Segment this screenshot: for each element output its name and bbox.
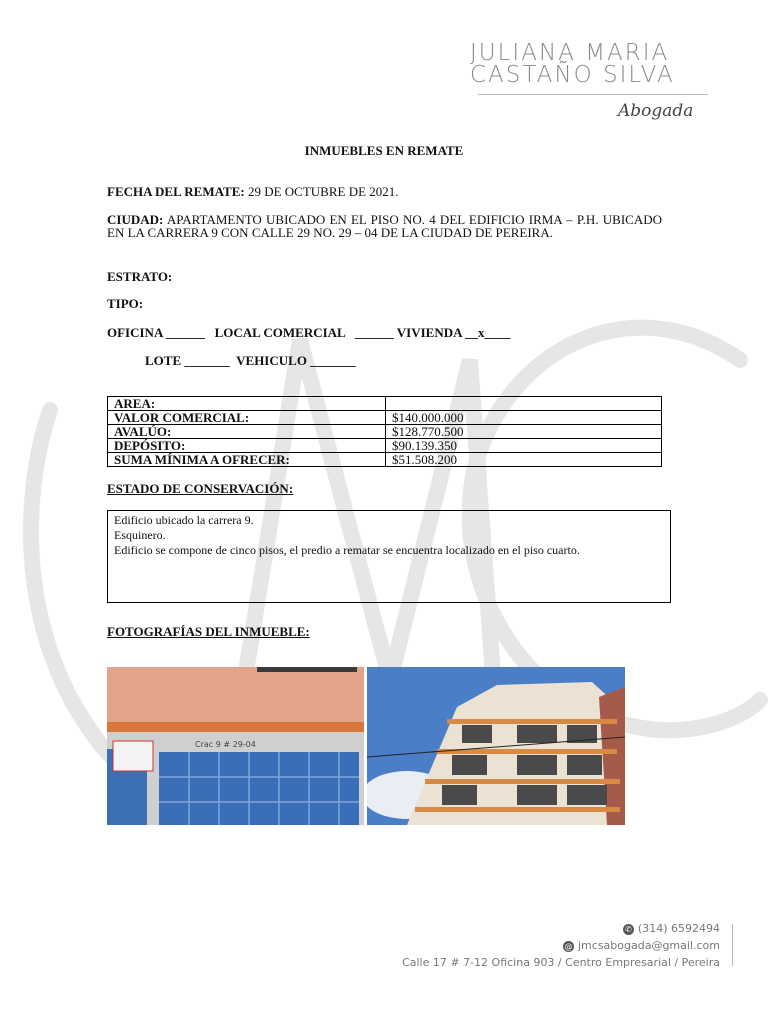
photo-building [367, 667, 625, 825]
table-label: DEPÓSITO: [108, 439, 386, 453]
table-row [108, 425, 662, 439]
footer-address: Calle 17 # 7-12 Oficina 903 / Centro Empresarial / Pereira [402, 956, 720, 969]
estado-line: Edificio ubicado la carrera 9. [114, 513, 254, 527]
fecha-value: 29 DE OCTUBRE DE 2021. [244, 184, 399, 199]
tipo-options-row1: OFICINA ______ LOCAL COMERCIAL ______ VIVIENDA __x____ [107, 325, 511, 340]
table-value: $128.770.500 [386, 425, 662, 439]
footer-email: jmcsabogada@gmail.com [578, 939, 720, 952]
tipo-options-row2: LOTE _______ VEHICULO _______ [145, 353, 356, 368]
footer-divider [732, 924, 733, 966]
table-value [386, 397, 662, 411]
footer-contact [390, 922, 720, 973]
table-label: SUMA MÍNIMA A OFRECER: [108, 453, 386, 467]
estado-heading: ESTADO DE CONSERVACIÓN: [107, 481, 294, 496]
fecha-paragraph [107, 185, 662, 198]
photo-facade-image [107, 667, 364, 825]
table-value: $51.508.200 [386, 453, 662, 467]
table-label: VALOR COMERCIAL: [108, 411, 386, 425]
estrato-label: ESTRATO: [107, 269, 173, 284]
phone-icon: ✆ [623, 924, 634, 935]
fotos-heading: FOTOGRAFÍAS DEL INMUEBLE: [107, 624, 310, 639]
tipo-label: TIPO: [107, 296, 144, 311]
brand-divider [478, 94, 708, 95]
table-label: AVALÚO: [108, 425, 386, 439]
document-title: INMUEBLES EN REMATE [304, 143, 464, 158]
table-value: $140.000.000 [386, 411, 662, 425]
estado-line: Esquinero. [114, 528, 166, 542]
table-row [108, 439, 662, 453]
estado-line: Edificio se compone de cinco pisos, el predio a rematar se encuentra localizado en el piso cuarto. [114, 543, 580, 557]
table-row [108, 453, 662, 467]
footer-email-row [390, 939, 720, 952]
fecha-label: FECHA DEL REMATE: [107, 184, 245, 199]
table-value: $90.139.350 [386, 439, 662, 453]
table-label: AREA: [108, 397, 386, 411]
photo-facade [107, 667, 364, 825]
email-icon: @ [564, 941, 573, 951]
brand-name-line1: JULIANA MARIA [470, 40, 670, 66]
table-row [108, 411, 662, 425]
footer-phone: (314) 6592494 [637, 922, 720, 935]
facade-sign: Crac 9 # 29-04 [195, 740, 256, 749]
footer-phone-row [390, 922, 720, 935]
estado-box [107, 510, 671, 603]
valores-table [107, 396, 662, 467]
brand-subtitle: Abogada [618, 101, 694, 121]
brand-logo [470, 42, 710, 121]
ciudad-label: CIUDAD: [107, 212, 164, 227]
ciudad-value: APARTAMENTO UBICADO EN EL PISO NO. 4 DEL EDIFICIO IRMA – P.H. UBICADO EN LA CARRERA 9 CON CALLE 29 NO. 29 – 04 DE LA CIUDAD DE PEREIRA. [107, 212, 662, 240]
ciudad-paragraph [107, 213, 662, 239]
table-row [108, 397, 662, 411]
photo-building-image [367, 667, 625, 825]
brand-name-line2: CASTAÑO SILVA [470, 62, 675, 88]
